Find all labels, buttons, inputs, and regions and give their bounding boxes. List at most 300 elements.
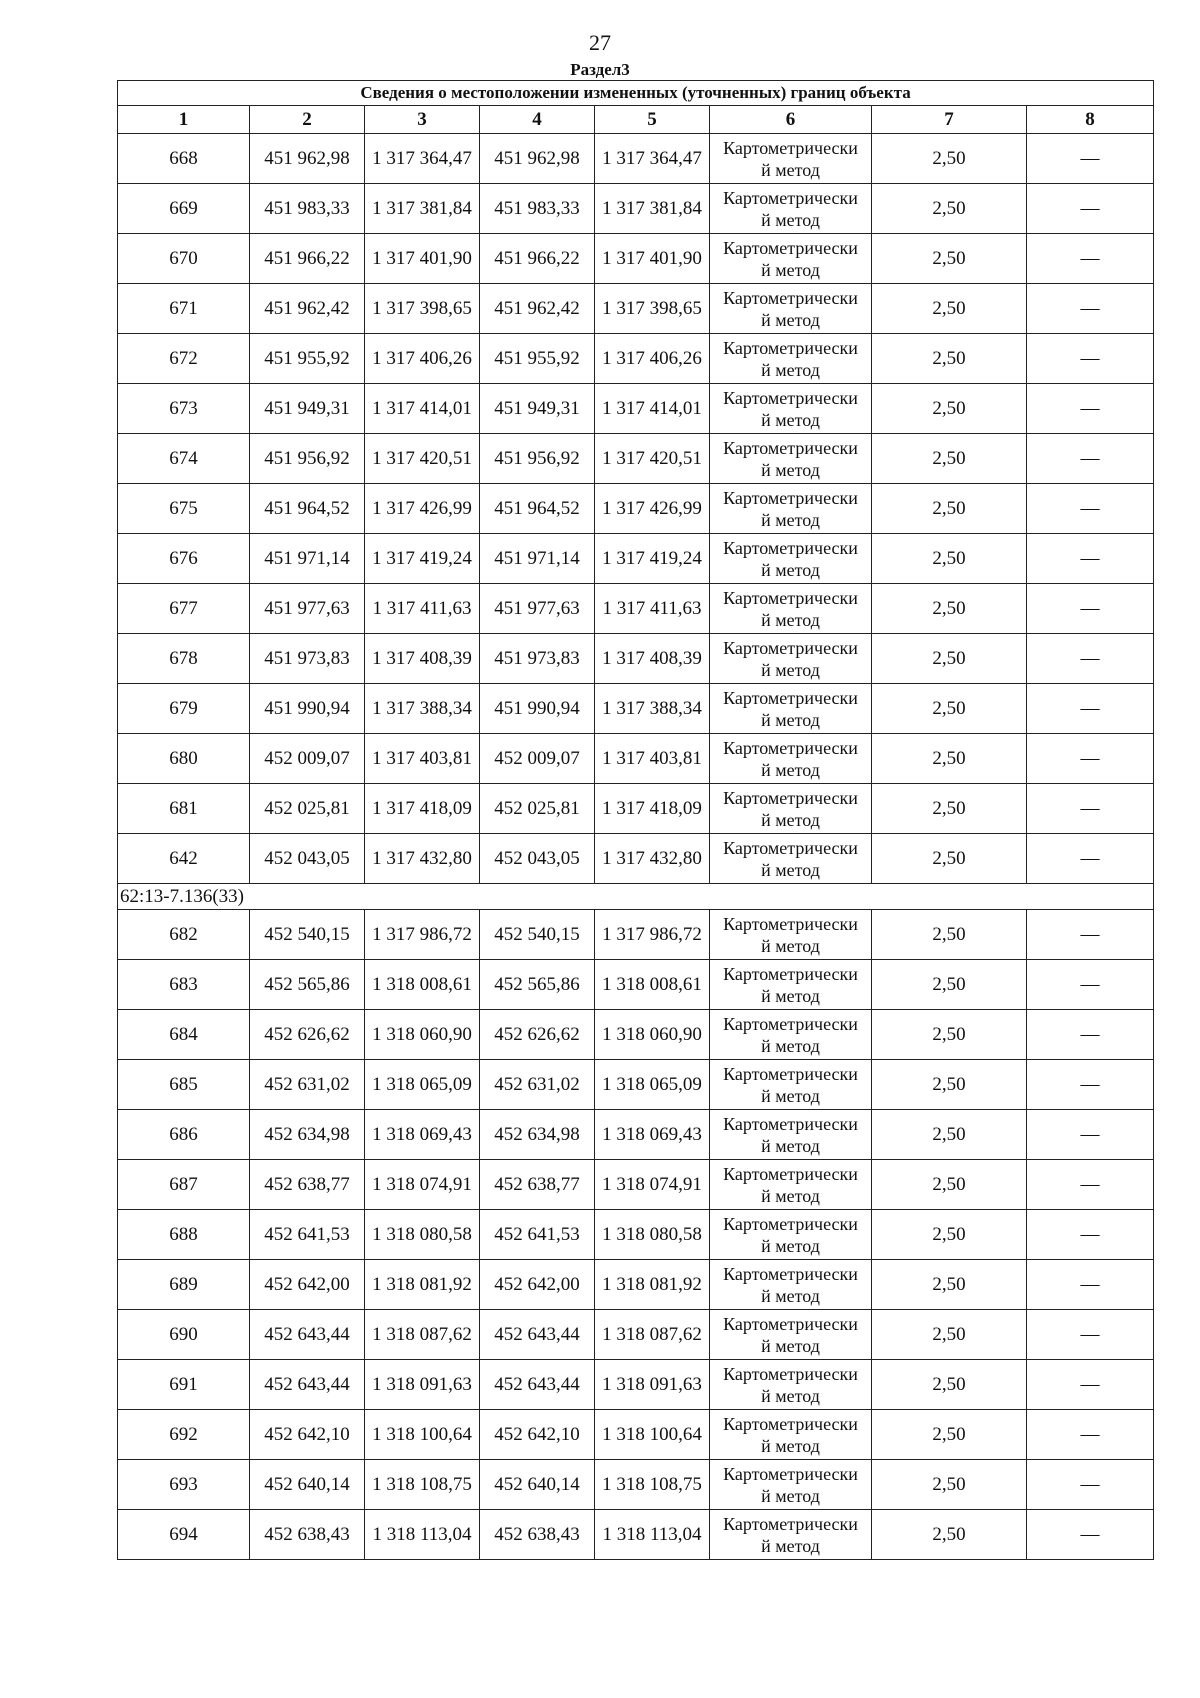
y-coordinate-cell: 1 317 408,39	[365, 634, 480, 684]
x-coordinate-cell: 451 990,94	[250, 684, 365, 734]
method-line: Картометрически	[723, 1063, 858, 1084]
method-cell	[710, 234, 872, 284]
x-coordinate-cell: 452 009,07	[250, 734, 365, 784]
table-row	[118, 1210, 1154, 1260]
method-cell	[710, 434, 872, 484]
method-line: Картометрически	[723, 913, 858, 934]
method-line: й метод	[761, 1185, 820, 1206]
method-line: Картометрически	[723, 187, 858, 208]
y-coordinate-cell: 1 317 406,26	[595, 334, 710, 384]
point-number-cell: 694	[118, 1510, 250, 1560]
column-number: 2	[250, 106, 365, 134]
point-number-cell: 669	[118, 184, 250, 234]
table-row	[118, 1510, 1154, 1560]
y-coordinate-cell: 1 318 091,63	[365, 1360, 480, 1410]
point-number-cell: 679	[118, 684, 250, 734]
x-coordinate-cell: 452 043,05	[480, 834, 595, 884]
method-cell	[710, 684, 872, 734]
accuracy-cell: 2,50	[872, 1010, 1027, 1060]
y-coordinate-cell: 1 317 418,09	[365, 784, 480, 834]
column-number: 6	[710, 106, 872, 134]
x-coordinate-cell: 451 955,92	[480, 334, 595, 384]
x-coordinate-cell: 451 977,63	[480, 584, 595, 634]
method-cell	[710, 1410, 872, 1460]
method-line: Картометрически	[723, 587, 858, 608]
table-row	[118, 284, 1154, 334]
method-cell	[710, 1160, 872, 1210]
method-line: Картометрически	[723, 1513, 858, 1534]
method-line: й метод	[761, 759, 820, 780]
x-coordinate-cell: 451 964,52	[250, 484, 365, 534]
y-coordinate-cell: 1 318 108,75	[595, 1460, 710, 1510]
x-coordinate-cell: 451 966,22	[480, 234, 595, 284]
accuracy-cell: 2,50	[872, 1260, 1027, 1310]
point-number-cell: 693	[118, 1460, 250, 1510]
x-coordinate-cell: 452 643,44	[480, 1360, 595, 1410]
table-row	[118, 1010, 1154, 1060]
point-number-cell: 676	[118, 534, 250, 584]
method-line: Картометрически	[723, 787, 858, 808]
y-coordinate-cell: 1 318 008,61	[595, 960, 710, 1010]
point-number-cell: 671	[118, 284, 250, 334]
method-cell	[710, 910, 872, 960]
method-line: Картометрически	[723, 837, 858, 858]
method-line: й метод	[761, 359, 820, 380]
x-coordinate-cell: 451 966,22	[250, 234, 365, 284]
note-cell: —	[1027, 684, 1154, 734]
y-coordinate-cell: 1 317 406,26	[365, 334, 480, 384]
accuracy-cell: 2,50	[872, 134, 1027, 184]
table-row	[118, 134, 1154, 184]
x-coordinate-cell: 452 634,98	[250, 1110, 365, 1160]
method-cell	[710, 1510, 872, 1560]
method-line: Картометрически	[723, 1263, 858, 1284]
table-row	[118, 1110, 1154, 1160]
x-coordinate-cell: 451 962,98	[480, 134, 595, 184]
method-line: й метод	[761, 1135, 820, 1156]
accuracy-cell: 2,50	[872, 1160, 1027, 1210]
y-coordinate-cell: 1 317 401,90	[595, 234, 710, 284]
note-cell: —	[1027, 134, 1154, 184]
y-coordinate-cell: 1 317 414,01	[365, 384, 480, 434]
method-line: Картометрически	[723, 537, 858, 558]
column-number: 5	[595, 106, 710, 134]
group-label: 62:13-7.136(33)	[118, 884, 1154, 910]
x-coordinate-cell: 451 956,92	[250, 434, 365, 484]
x-coordinate-cell: 452 643,44	[250, 1310, 365, 1360]
method-cell	[710, 1260, 872, 1310]
note-cell: —	[1027, 1360, 1154, 1410]
x-coordinate-cell: 452 642,10	[480, 1410, 595, 1460]
y-coordinate-cell: 1 318 060,90	[595, 1010, 710, 1060]
point-number-cell: 690	[118, 1310, 250, 1360]
point-number-cell: 670	[118, 234, 250, 284]
method-cell	[710, 484, 872, 534]
y-coordinate-cell: 1 318 080,58	[595, 1210, 710, 1260]
accuracy-cell: 2,50	[872, 1060, 1027, 1110]
accuracy-cell: 2,50	[872, 334, 1027, 384]
x-coordinate-cell: 452 643,44	[480, 1310, 595, 1360]
table-row	[118, 384, 1154, 434]
point-number-cell: 683	[118, 960, 250, 1010]
method-line: й метод	[761, 859, 820, 880]
y-coordinate-cell: 1 317 398,65	[595, 284, 710, 334]
y-coordinate-cell: 1 317 420,51	[365, 434, 480, 484]
x-coordinate-cell: 451 977,63	[250, 584, 365, 634]
x-coordinate-cell: 452 638,43	[480, 1510, 595, 1560]
y-coordinate-cell: 1 317 401,90	[365, 234, 480, 284]
note-cell: —	[1027, 384, 1154, 434]
group-row	[118, 884, 1154, 910]
note-cell: —	[1027, 584, 1154, 634]
point-number-cell: 684	[118, 1010, 250, 1060]
note-cell: —	[1027, 1110, 1154, 1160]
method-cell	[710, 960, 872, 1010]
table-row	[118, 1160, 1154, 1210]
table-row	[118, 684, 1154, 734]
table-row	[118, 584, 1154, 634]
method-cell	[710, 834, 872, 884]
accuracy-cell: 2,50	[872, 284, 1027, 334]
accuracy-cell: 2,50	[872, 1310, 1027, 1360]
x-coordinate-cell: 452 642,00	[480, 1260, 595, 1310]
y-coordinate-cell: 1 318 074,91	[595, 1160, 710, 1210]
table-row	[118, 334, 1154, 384]
accuracy-cell: 2,50	[872, 184, 1027, 234]
x-coordinate-cell: 452 025,81	[250, 784, 365, 834]
note-cell: —	[1027, 534, 1154, 584]
x-coordinate-cell: 452 638,77	[480, 1160, 595, 1210]
method-line: й метод	[761, 209, 820, 230]
y-coordinate-cell: 1 318 100,64	[595, 1410, 710, 1460]
method-line: й метод	[761, 459, 820, 480]
method-cell	[710, 784, 872, 834]
method-line: й метод	[761, 1385, 820, 1406]
y-coordinate-cell: 1 317 411,63	[595, 584, 710, 634]
method-line: Картометрически	[723, 487, 858, 508]
method-line: Картометрически	[723, 1363, 858, 1384]
x-coordinate-cell: 451 990,94	[480, 684, 595, 734]
note-cell: —	[1027, 634, 1154, 684]
point-number-cell: 680	[118, 734, 250, 784]
method-line: й метод	[761, 1485, 820, 1506]
x-coordinate-cell: 451 971,14	[250, 534, 365, 584]
accuracy-cell: 2,50	[872, 434, 1027, 484]
method-line: Картометрически	[723, 1213, 858, 1234]
y-coordinate-cell: 1 317 408,39	[595, 634, 710, 684]
point-number-cell: 682	[118, 910, 250, 960]
method-line: Картометрически	[723, 387, 858, 408]
method-cell	[710, 584, 872, 634]
point-number-cell: 674	[118, 434, 250, 484]
method-line: й метод	[761, 1435, 820, 1456]
y-coordinate-cell: 1 317 364,47	[595, 134, 710, 184]
note-cell: —	[1027, 1010, 1154, 1060]
table-row	[118, 734, 1154, 784]
method-cell	[710, 1060, 872, 1110]
x-coordinate-cell: 451 962,42	[480, 284, 595, 334]
x-coordinate-cell: 452 043,05	[250, 834, 365, 884]
note-cell: —	[1027, 1410, 1154, 1460]
table-body-group1	[118, 134, 1154, 884]
note-cell: —	[1027, 1060, 1154, 1110]
note-cell: —	[1027, 284, 1154, 334]
y-coordinate-cell: 1 318 069,43	[365, 1110, 480, 1160]
y-coordinate-cell: 1 318 081,92	[365, 1260, 480, 1310]
x-coordinate-cell: 452 640,14	[480, 1460, 595, 1510]
x-coordinate-cell: 451 983,33	[250, 184, 365, 234]
method-line: й метод	[761, 409, 820, 430]
note-cell: —	[1027, 784, 1154, 834]
x-coordinate-cell: 452 641,53	[250, 1210, 365, 1260]
x-coordinate-cell: 452 631,02	[250, 1060, 365, 1110]
accuracy-cell: 2,50	[872, 1110, 1027, 1160]
x-coordinate-cell: 451 971,14	[480, 534, 595, 584]
y-coordinate-cell: 1 317 986,72	[365, 910, 480, 960]
y-coordinate-cell: 1 318 081,92	[595, 1260, 710, 1310]
y-coordinate-cell: 1 318 087,62	[595, 1310, 710, 1360]
point-number-cell: 688	[118, 1210, 250, 1260]
x-coordinate-cell: 452 641,53	[480, 1210, 595, 1260]
accuracy-cell: 2,50	[872, 684, 1027, 734]
section-label: Раздел3	[570, 60, 630, 79]
table-row	[118, 960, 1154, 1010]
method-cell	[710, 334, 872, 384]
y-coordinate-cell: 1 317 420,51	[595, 434, 710, 484]
method-line: й метод	[761, 1035, 820, 1056]
column-number: 1	[118, 106, 250, 134]
note-cell: —	[1027, 960, 1154, 1010]
y-coordinate-cell: 1 318 113,04	[365, 1510, 480, 1560]
method-line: Картометрически	[723, 1013, 858, 1034]
column-number: 7	[872, 106, 1027, 134]
accuracy-cell: 2,50	[872, 784, 1027, 834]
method-line: Картометрически	[723, 963, 858, 984]
point-number-cell: 642	[118, 834, 250, 884]
y-coordinate-cell: 1 317 986,72	[595, 910, 710, 960]
accuracy-cell: 2,50	[872, 910, 1027, 960]
method-cell	[710, 384, 872, 434]
table-row	[118, 834, 1154, 884]
method-line: й метод	[761, 509, 820, 530]
x-coordinate-cell: 451 949,31	[480, 384, 595, 434]
x-coordinate-cell: 452 631,02	[480, 1060, 595, 1110]
x-coordinate-cell: 452 638,43	[250, 1510, 365, 1560]
table-row	[118, 1460, 1154, 1510]
note-cell: —	[1027, 910, 1154, 960]
accuracy-cell: 2,50	[872, 734, 1027, 784]
point-number-cell: 686	[118, 1110, 250, 1160]
column-number-row	[118, 106, 1154, 134]
y-coordinate-cell: 1 318 008,61	[365, 960, 480, 1010]
x-coordinate-cell: 452 626,62	[480, 1010, 595, 1060]
table-row	[118, 1310, 1154, 1360]
note-cell: —	[1027, 1460, 1154, 1510]
y-coordinate-cell: 1 318 060,90	[365, 1010, 480, 1060]
y-coordinate-cell: 1 317 432,80	[365, 834, 480, 884]
method-cell	[710, 734, 872, 784]
y-coordinate-cell: 1 317 364,47	[365, 134, 480, 184]
y-coordinate-cell: 1 318 108,75	[365, 1460, 480, 1510]
method-cell	[710, 184, 872, 234]
accuracy-cell: 2,50	[872, 234, 1027, 284]
method-cell	[710, 1360, 872, 1410]
y-coordinate-cell: 1 317 388,34	[365, 684, 480, 734]
accuracy-cell: 2,50	[872, 1360, 1027, 1410]
y-coordinate-cell: 1 318 100,64	[365, 1410, 480, 1460]
y-coordinate-cell: 1 317 426,99	[365, 484, 480, 534]
table-row	[118, 434, 1154, 484]
method-line: й метод	[761, 935, 820, 956]
point-number-cell: 687	[118, 1160, 250, 1210]
x-coordinate-cell: 451 973,83	[480, 634, 595, 684]
point-number-cell: 672	[118, 334, 250, 384]
note-cell: —	[1027, 834, 1154, 884]
method-line: й метод	[761, 809, 820, 830]
y-coordinate-cell: 1 317 403,81	[595, 734, 710, 784]
method-line: й метод	[761, 659, 820, 680]
method-line: Картометрически	[723, 337, 858, 358]
accuracy-cell: 2,50	[872, 634, 1027, 684]
accuracy-cell: 2,50	[872, 960, 1027, 1010]
x-coordinate-cell: 452 642,10	[250, 1410, 365, 1460]
column-number: 4	[480, 106, 595, 134]
y-coordinate-cell: 1 317 411,63	[365, 584, 480, 634]
x-coordinate-cell: 452 009,07	[480, 734, 595, 784]
method-cell	[710, 534, 872, 584]
y-coordinate-cell: 1 318 074,91	[365, 1160, 480, 1210]
note-cell: —	[1027, 484, 1154, 534]
note-cell: —	[1027, 434, 1154, 484]
y-coordinate-cell: 1 317 418,09	[595, 784, 710, 834]
table-row	[118, 1360, 1154, 1410]
table-row	[118, 910, 1154, 960]
method-line: й метод	[761, 985, 820, 1006]
method-line: й метод	[761, 1535, 820, 1556]
method-line: й метод	[761, 1335, 820, 1356]
table-row	[118, 184, 1154, 234]
point-number-cell: 678	[118, 634, 250, 684]
x-coordinate-cell: 451 956,92	[480, 434, 595, 484]
note-cell: —	[1027, 1160, 1154, 1210]
method-line: Картометрически	[723, 237, 858, 258]
method-cell	[710, 1010, 872, 1060]
point-number-cell: 673	[118, 384, 250, 434]
table-row	[118, 1060, 1154, 1110]
point-number-cell: 681	[118, 784, 250, 834]
table-row	[118, 234, 1154, 284]
note-cell: —	[1027, 734, 1154, 784]
method-line: й метод	[761, 559, 820, 580]
x-coordinate-cell: 452 640,14	[250, 1460, 365, 1510]
note-cell: —	[1027, 184, 1154, 234]
method-line: й метод	[761, 609, 820, 630]
table-body-group2	[118, 910, 1154, 1560]
method-line: Картометрически	[723, 1413, 858, 1434]
point-number-cell: 675	[118, 484, 250, 534]
x-coordinate-cell: 452 565,86	[250, 960, 365, 1010]
y-coordinate-cell: 1 318 113,04	[595, 1510, 710, 1560]
group-section	[118, 884, 1154, 910]
x-coordinate-cell: 451 962,98	[250, 134, 365, 184]
method-cell	[710, 134, 872, 184]
table-row	[118, 634, 1154, 684]
method-line: Картометрически	[723, 637, 858, 658]
x-coordinate-cell: 451 983,33	[480, 184, 595, 234]
y-coordinate-cell: 1 317 381,84	[595, 184, 710, 234]
point-number-cell: 685	[118, 1060, 250, 1110]
page-number: 27	[589, 30, 611, 55]
note-cell: —	[1027, 1260, 1154, 1310]
column-number: 8	[1027, 106, 1154, 134]
note-cell: —	[1027, 1210, 1154, 1260]
y-coordinate-cell: 1 317 381,84	[365, 184, 480, 234]
method-line: Картометрически	[723, 1113, 858, 1134]
x-coordinate-cell: 452 642,00	[250, 1260, 365, 1310]
method-line: й метод	[761, 709, 820, 730]
y-coordinate-cell: 1 318 069,43	[595, 1110, 710, 1160]
method-line: й метод	[761, 1235, 820, 1256]
x-coordinate-cell: 452 025,81	[480, 784, 595, 834]
accuracy-cell: 2,50	[872, 1460, 1027, 1510]
y-coordinate-cell: 1 317 403,81	[365, 734, 480, 784]
method-cell	[710, 634, 872, 684]
y-coordinate-cell: 1 317 419,24	[365, 534, 480, 584]
method-cell	[710, 1460, 872, 1510]
table-row	[118, 484, 1154, 534]
method-line: й метод	[761, 309, 820, 330]
y-coordinate-cell: 1 318 087,62	[365, 1310, 480, 1360]
accuracy-cell: 2,50	[872, 1510, 1027, 1560]
method-line: Картометрически	[723, 687, 858, 708]
column-number: 3	[365, 106, 480, 134]
x-coordinate-cell: 451 955,92	[250, 334, 365, 384]
point-number-cell: 668	[118, 134, 250, 184]
y-coordinate-cell: 1 317 398,65	[365, 284, 480, 334]
boundary-table	[117, 80, 1154, 1560]
accuracy-cell: 2,50	[872, 534, 1027, 584]
point-number-cell: 692	[118, 1410, 250, 1460]
table-title: Сведения о местоположении измененных (уточненных) границ объекта	[118, 81, 1154, 106]
method-cell	[710, 1210, 872, 1260]
y-coordinate-cell: 1 317 426,99	[595, 484, 710, 534]
method-line: й метод	[761, 159, 820, 180]
accuracy-cell: 2,50	[872, 384, 1027, 434]
accuracy-cell: 2,50	[872, 584, 1027, 634]
method-line: й метод	[761, 1085, 820, 1106]
table-row	[118, 1260, 1154, 1310]
method-line: Картометрически	[723, 437, 858, 458]
note-cell: —	[1027, 334, 1154, 384]
y-coordinate-cell: 1 317 432,80	[595, 834, 710, 884]
y-coordinate-cell: 1 317 414,01	[595, 384, 710, 434]
x-coordinate-cell: 452 626,62	[250, 1010, 365, 1060]
point-number-cell: 689	[118, 1260, 250, 1310]
method-line: Картометрически	[723, 137, 858, 158]
x-coordinate-cell: 451 949,31	[250, 384, 365, 434]
table-row	[118, 534, 1154, 584]
method-line: Картометрически	[723, 1163, 858, 1184]
method-line: Картометрически	[723, 287, 858, 308]
method-line: Картометрически	[723, 1313, 858, 1334]
x-coordinate-cell: 451 962,42	[250, 284, 365, 334]
note-cell: —	[1027, 1510, 1154, 1560]
method-line: й метод	[761, 259, 820, 280]
method-cell	[710, 1110, 872, 1160]
x-coordinate-cell: 452 565,86	[480, 960, 595, 1010]
point-number-cell: 691	[118, 1360, 250, 1410]
note-cell: —	[1027, 1310, 1154, 1360]
